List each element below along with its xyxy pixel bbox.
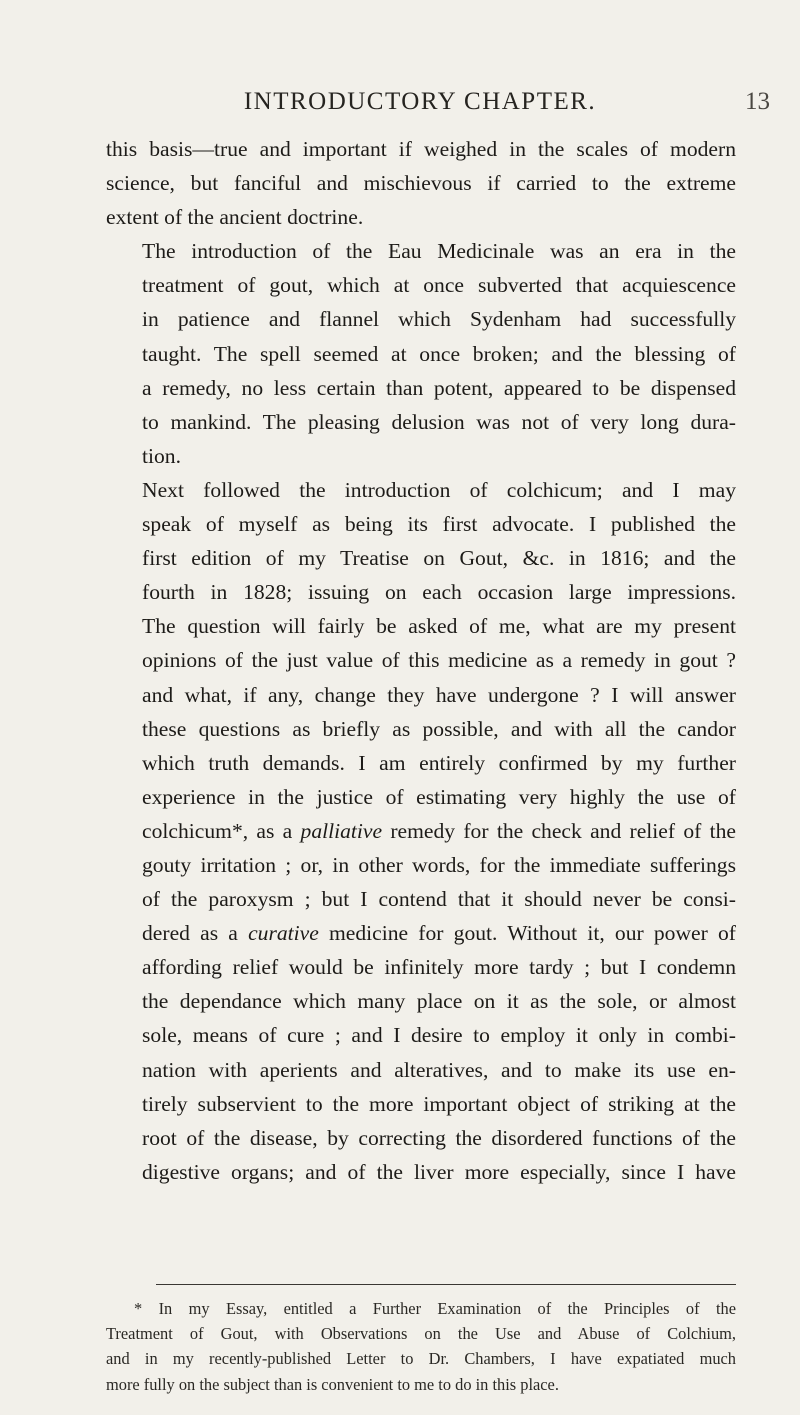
footnote-divider (156, 1284, 736, 1285)
text-line: which truth demands. I am entirely confirmed by my further (142, 750, 736, 775)
text-line: the dependance which many place on it as the sole, or almost (142, 989, 736, 1014)
paragraph-1 (106, 132, 736, 234)
running-head (0, 88, 800, 128)
text-line: digestive organs; and of the liver more especially, since I have (142, 1159, 736, 1184)
text-line: Next followed the introduction of colchicum; and I may (142, 477, 736, 502)
page-number: 13 (745, 88, 770, 115)
text-line: fourth in 1828; issuing on each occasion large impressions. (142, 580, 736, 605)
text-run: medicine for gout. Without it, our power of (318, 921, 736, 946)
text-line: treatment of gout, which at once subverted that acquiescence (142, 273, 736, 298)
text-line: of the paroxysm ; but I contend that it should never be consi- (142, 887, 736, 912)
text-line: and what, if any, change they have undergone ? I will answer (142, 682, 736, 707)
footnote-line: more fully on the subject than is convenient to me to do in this place. (106, 1374, 559, 1394)
paragraph-3 (106, 473, 736, 1189)
footnote-line: * In my Essay, entitled a Further Examination of the Principles of the (134, 1299, 736, 1318)
text-line: to mankind. The pleasing delusion was not of very long dura- (142, 409, 736, 434)
text-line: nation with aperients and alteratives, and to make its use en- (142, 1057, 736, 1082)
text-line (106, 814, 736, 848)
footnote-line: Treatment of Gout, with Observations on the Use and Abuse of Colchium, (106, 1324, 736, 1344)
text-line: tion. (142, 443, 181, 468)
footnote (106, 1296, 736, 1397)
text-line: affording relief would be infinitely more tardy ; but I condemn (142, 955, 736, 980)
text-line: this basis—true and important if weighed in the scales of modern (106, 137, 736, 161)
text-line: these questions as briefly as possible, and with all the candor (142, 716, 736, 741)
paragraph-2 (106, 234, 736, 473)
text-line: opinions of the just value of this medicine as a remedy in gout ? (142, 648, 736, 673)
text-line: speak of myself as being its first advocate. I published the (142, 512, 736, 537)
text-line: sole, means of cure ; and I desire to employ it only in combi- (142, 1023, 736, 1048)
text-line: The introduction of the Eau Medicinale was an era in the (142, 239, 736, 264)
body-text (106, 132, 736, 1189)
text-line: taught. The spell seemed at once broken; and the blessing of (142, 341, 736, 366)
italic-word-curative: curative (248, 921, 319, 946)
text-line: tirely subservient to the more important object of striking at the (142, 1091, 736, 1116)
running-title: INTRODUCTORY CHAPTER. (243, 88, 597, 115)
text-run: dered as a (142, 921, 249, 946)
text-run: remedy for the check and relief of the (382, 818, 736, 843)
text-line: extent of the ancient doctrine. (106, 205, 364, 230)
text-line: in patience and flannel which Sydenham had successfully (142, 307, 736, 332)
text-line: experience in the justice of estimating very highly the use of (142, 784, 736, 809)
text-line: a remedy, no less certain than potent, appeared to be dispensed (142, 375, 736, 400)
text-line: The question will fairly be asked of me, what are my present (142, 614, 736, 639)
italic-word-palliative: palliative (300, 818, 383, 843)
text-line: science, but fanciful and mischievous if carried to the extreme (106, 171, 736, 196)
text-line: gouty irritation ; or, in other words, for the immediate sufferings (142, 852, 736, 877)
text-line: root of the disease, by correcting the disordered functions of the (142, 1125, 736, 1150)
footnote-line: and in my recently-published Letter to Dr. Chambers, I have expatiated much (106, 1349, 736, 1369)
text-line: first edition of my Treatise on Gout, &c. in 1816; and the (142, 546, 736, 571)
text-run: colchicum*, as a (142, 818, 301, 843)
text-line (106, 916, 736, 950)
